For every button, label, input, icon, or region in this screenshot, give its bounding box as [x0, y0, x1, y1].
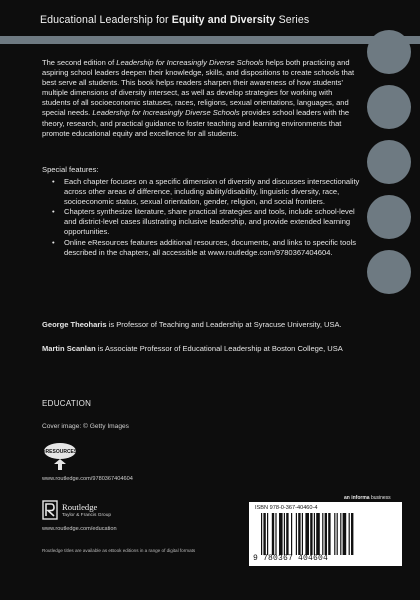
barcode-bar: [351, 513, 353, 555]
feature-item: • Online eResources features additional resources, documents, and links to specific tools described in the chapters, all accessible at www.routledge.com/9780367404604.: [42, 238, 360, 258]
series-title-bold: Equity and Diversity: [171, 14, 276, 26]
isbn-barcode-panel: [249, 502, 402, 566]
decorative-circle: [367, 30, 411, 74]
series-title-suffix: Series: [275, 14, 310, 26]
barcode-bar: [322, 513, 323, 555]
informa-business-label: [344, 495, 391, 501]
author-bio: [42, 320, 362, 330]
decorative-circle: [367, 195, 411, 239]
routledge-logo-icon: [42, 500, 58, 520]
author-name: George Theoharis: [42, 320, 107, 329]
blurb-book-title: Leadership for Increasingly Diverse Schools: [92, 108, 240, 118]
decorative-circle: [367, 140, 411, 184]
author-bio-text: is Associate Professor of Educational Leadership at Boston College, USA: [95, 344, 343, 353]
barcode-digits: 9 780367 404604: [253, 554, 329, 563]
barcode-bar: [343, 513, 347, 555]
series-title-prefix: Educational Leadership for: [40, 14, 172, 26]
header-accent-bar: [0, 36, 420, 44]
subject-category: EDUCATION: [42, 399, 92, 408]
cover-credit: Cover image: © Getty Images: [42, 423, 129, 430]
publisher-group: Taylor & Francis Group: [62, 513, 112, 518]
barcode-bar: [302, 513, 303, 555]
features-heading: Special features:: [42, 165, 99, 174]
isbn-label: ISBN 978-0-367-40460-4: [255, 505, 318, 511]
ebook-availability-note: Routledge titles are available as eBook editions in a range of digital formats: [42, 548, 196, 553]
informa-label-bold: an informa: [344, 495, 370, 501]
feature-item: • Each chapter focuses on a specific dimension of diversity and discusses intersectionality across other areas of difference, including ability/disability, linguistic diversity, race, socioeconomic status, sexual orientation, gender, religion, and social frontiers.: [42, 177, 360, 207]
barcode-bar: [261, 513, 262, 555]
publisher-url[interactable]: www.routledge.com/education: [42, 526, 117, 532]
barcode-bar: [267, 513, 268, 555]
barcode-bar: [279, 513, 283, 555]
barcode-bar: [334, 513, 335, 555]
eresources-logo-icon: [42, 441, 78, 471]
barcode-bar: [328, 513, 330, 555]
informa-label-text: business: [369, 495, 391, 501]
eresources-url[interactable]: www.routledge.com/9780367404604: [42, 476, 133, 482]
barcode-icon: [259, 513, 399, 555]
barcode-bar: [272, 513, 274, 555]
barcode-bar: [291, 513, 292, 555]
series-title: [40, 14, 309, 26]
barcode-bar: [340, 513, 341, 555]
blurb-text: provides school leaders with the theory, research, and practical guidance to foster teaching and learning environments that promote educational equity and excellence for all students.: [42, 108, 350, 138]
decorative-circle: [367, 250, 411, 294]
author-name: Martin Scanlan: [42, 344, 96, 353]
barcode-bar: [298, 513, 300, 555]
author-bio: [42, 344, 362, 354]
decorative-circle: [367, 85, 411, 129]
publisher-name: Routledge: [62, 502, 98, 512]
barcode-bar: [284, 513, 285, 555]
barcode-bar: [316, 513, 320, 555]
blurb-book-title: Leadership for Increasingly Diverse Schools: [116, 58, 264, 67]
barcode-bar: [314, 513, 315, 555]
eresources-logo-text: eRESOURCES: [42, 449, 78, 455]
barcode-bar: [349, 513, 350, 555]
series-header: [0, 0, 420, 36]
feature-item: • Chapters synthesize literature, share practical strategies and tools, include school-level and district-level cases illustrating inclusive leadership, and provide extended learning opportunities.: [42, 207, 360, 237]
barcode-bar: [275, 513, 276, 555]
barcode-bar: [263, 513, 265, 555]
barcode-bar: [305, 513, 309, 555]
barcode-bar: [310, 513, 312, 555]
author-bio-text: is Professor of Teaching and Leadership at Syracuse University, USA.: [106, 320, 342, 329]
features-list: [42, 177, 360, 258]
barcode-bar: [286, 513, 288, 555]
barcode-bar: [296, 513, 297, 555]
barcode-bar: [337, 513, 338, 555]
blurb-text: helps both practicing and aspiring school leaders deepen their knowledge, skills, and dispositions to create schools that best serve all students. This book helps readers sharpen their awareness of how students’ multiple dimensions of diversity intersect, as well as develop strategies for working with students of all socioeconomic statuses, races, religions, sexual orientations, languages, and special needs.: [42, 58, 355, 118]
blurb-text: The second edition of: [42, 58, 117, 67]
book-description: [42, 58, 362, 139]
barcode-bar: [325, 513, 327, 555]
